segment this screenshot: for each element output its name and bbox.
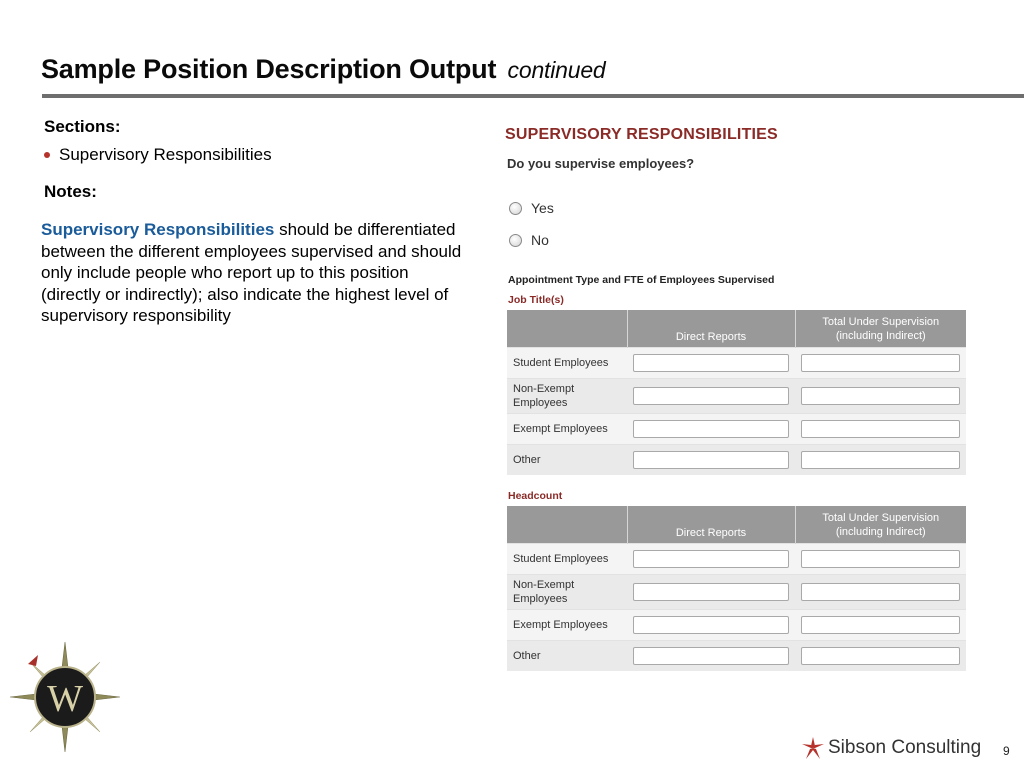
table-row xyxy=(507,379,966,414)
page-number: 9 xyxy=(1003,744,1010,758)
table-row xyxy=(507,414,966,445)
compass-w-logo xyxy=(8,640,122,754)
notes-body: should be differentiated between the different employees supervised and should only include people who report up to this position (directly or indirectly); also indicate the highest level of supervisory responsibility xyxy=(41,220,462,326)
table-row xyxy=(507,445,966,476)
table-header-row xyxy=(507,506,966,544)
table-row xyxy=(507,348,966,379)
col-header-label xyxy=(507,506,627,544)
table-row xyxy=(507,641,966,672)
direct-reports-input[interactable] xyxy=(633,647,789,665)
radio-no-label: No xyxy=(531,232,549,248)
row-label: Exempt Employees xyxy=(507,414,627,445)
total-supervision-input[interactable] xyxy=(801,420,960,438)
notes-heading: Notes: xyxy=(44,182,97,201)
sections-list-item xyxy=(44,145,272,165)
table-row xyxy=(507,575,966,610)
row-label: Exempt Employees xyxy=(507,610,627,641)
svg-text:W: W xyxy=(47,678,83,720)
col-header-label xyxy=(507,310,627,348)
row-label: Other xyxy=(507,445,627,476)
direct-reports-input[interactable] xyxy=(633,420,789,438)
total-supervision-input[interactable] xyxy=(801,354,960,372)
total-supervision-input[interactable] xyxy=(801,616,960,634)
direct-reports-input[interactable] xyxy=(633,550,789,568)
sections-item-label: Supervisory Responsibilities xyxy=(59,145,272,164)
slide-title-main: Sample Position Description Output xyxy=(41,54,497,84)
row-label: Non-Exempt Employees xyxy=(507,379,627,414)
sibson-logo xyxy=(802,737,981,759)
total-supervision-input[interactable] xyxy=(801,550,960,568)
headcount-label: Headcount xyxy=(508,490,563,502)
table-header-row xyxy=(507,310,966,348)
radio-yes[interactable] xyxy=(509,200,554,216)
row-label: Student Employees xyxy=(507,348,627,379)
direct-reports-input[interactable] xyxy=(633,451,789,469)
col-header-total: Total Under Supervision (including Indirect) xyxy=(795,506,966,544)
job-titles-label: Job Title(s) xyxy=(508,294,564,306)
direct-reports-input[interactable] xyxy=(633,583,789,601)
notes-paragraph xyxy=(41,219,471,327)
job-titles-table xyxy=(507,310,966,475)
total-supervision-input[interactable] xyxy=(801,583,960,601)
radio-no[interactable] xyxy=(509,232,549,248)
table-row xyxy=(507,610,966,641)
supervise-question: Do you supervise employees? xyxy=(507,156,695,171)
appointment-label: Appointment Type and FTE of Employees Supervised xyxy=(508,274,775,286)
direct-reports-input[interactable] xyxy=(633,616,789,634)
col-header-total: Total Under Supervision (including Indirect) xyxy=(795,310,966,348)
headcount-table xyxy=(507,506,966,671)
radio-yes-label: Yes xyxy=(531,200,554,216)
bullet-icon xyxy=(44,152,50,158)
form-heading: SUPERVISORY RESPONSIBILITIES xyxy=(505,126,778,143)
total-supervision-input[interactable] xyxy=(801,647,960,665)
table-row xyxy=(507,544,966,575)
radio-button-icon[interactable] xyxy=(509,202,522,215)
brand-name: Sibson Consulting xyxy=(828,737,982,758)
row-label: Non-Exempt Employees xyxy=(507,575,627,610)
title-divider xyxy=(42,94,1024,98)
col-header-direct: Direct Reports xyxy=(627,506,795,544)
direct-reports-input[interactable] xyxy=(633,387,789,405)
radio-button-icon[interactable] xyxy=(509,234,522,247)
sibson-star-icon xyxy=(802,737,824,759)
row-label: Other xyxy=(507,641,627,672)
sections-heading: Sections: xyxy=(44,117,121,136)
total-supervision-input[interactable] xyxy=(801,451,960,469)
row-label: Student Employees xyxy=(507,544,627,575)
col-header-direct: Direct Reports xyxy=(627,310,795,348)
total-supervision-input[interactable] xyxy=(801,387,960,405)
notes-highlight: Supervisory Responsibilities xyxy=(41,220,275,239)
slide-title xyxy=(41,54,606,85)
slide-title-suffix: continued xyxy=(507,57,606,83)
direct-reports-input[interactable] xyxy=(633,354,789,372)
